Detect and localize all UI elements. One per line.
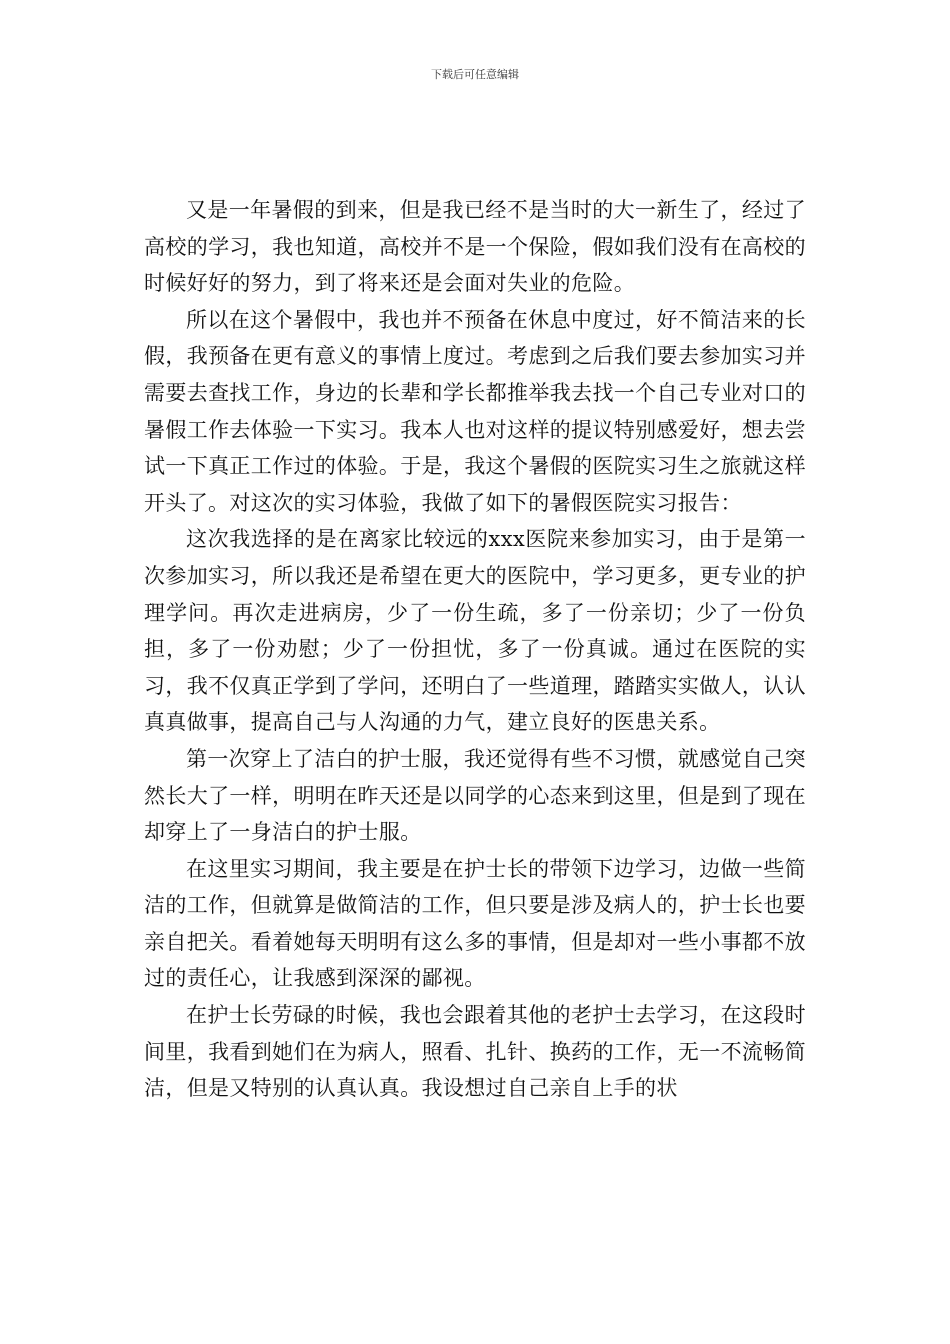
paragraph-6: 在护士长劳碌的时候，我也会跟着其他的老护士去学习，在这段时间里，我看到她们在为病人，照看、扎针、换药的工作，无一不流畅简洁，但是又特别的认真认真。我设想过自己亲自上手的状 [144,1003,806,1101]
paragraph-4: 第一次穿上了洁白的护士服，我还觉得有些不习惯，就感觉自己突然长大了一样，明明在昨天还是以同学的心态来到这里，但是到了现在却穿上了一身洁白的护士服。 [144,746,806,845]
paragraph-3: 这次我选择的是在离家比较远的xxx医院来参加实习，由于是第一次参加实习，所以我还是希望在更大的医院中，学习更多，更专业的护理学问。再次走进病房，少了一份生疏，多了一份亲切；少了一份负担，多了一份劝慰；少了一份担忧，多了一份真诚。通过在医院的实习，我不仅真正学到了学问，还明白了一些道理，踏踏实实做人，认认真真做事，提高自己与人沟通的力气，建立良好的医患关系。 [144,527,806,735]
document-body [144,192,806,1107]
paragraph-1: 又是一年暑假的到来，但是我已经不是当时的大一新生了，经过了高校的学习，我也知道，高校并不是一个保险，假如我们没有在高校的时候好好的努力，到了将来还是会面对失业的危险。 [144,198,806,296]
paragraph-5: 在这里实习期间，我主要是在护士长的带领下边学习，边做一些简洁的工作，但就算是做简洁的工作，但只要是涉及病人的，护士长也要亲自把关。看着她每天明明有这么多的事情，但是却对一些小事都不放过的责任心，让我感到深深的鄙视。 [144,856,806,991]
paragraph-2: 所以在这个暑假中，我也并不预备在休息中度过，好不简洁来的长假，我预备在更有意义的事情上度过。考虑到之后我们要去参加实习并需要去查找工作，身边的长辈和学长都推举我去找一个自己专业对口的暑假工作去体验一下实习。我本人也对这样的提议特别感爱好，想去尝试一下真正工作过的体验。于是，我这个暑假的医院实习生之旅就这样开头了。对这次的实习体验，我做了如下的暑假医院实习报告： [144,307,806,515]
header-note: 下载后可任意编辑 [431,68,519,81]
